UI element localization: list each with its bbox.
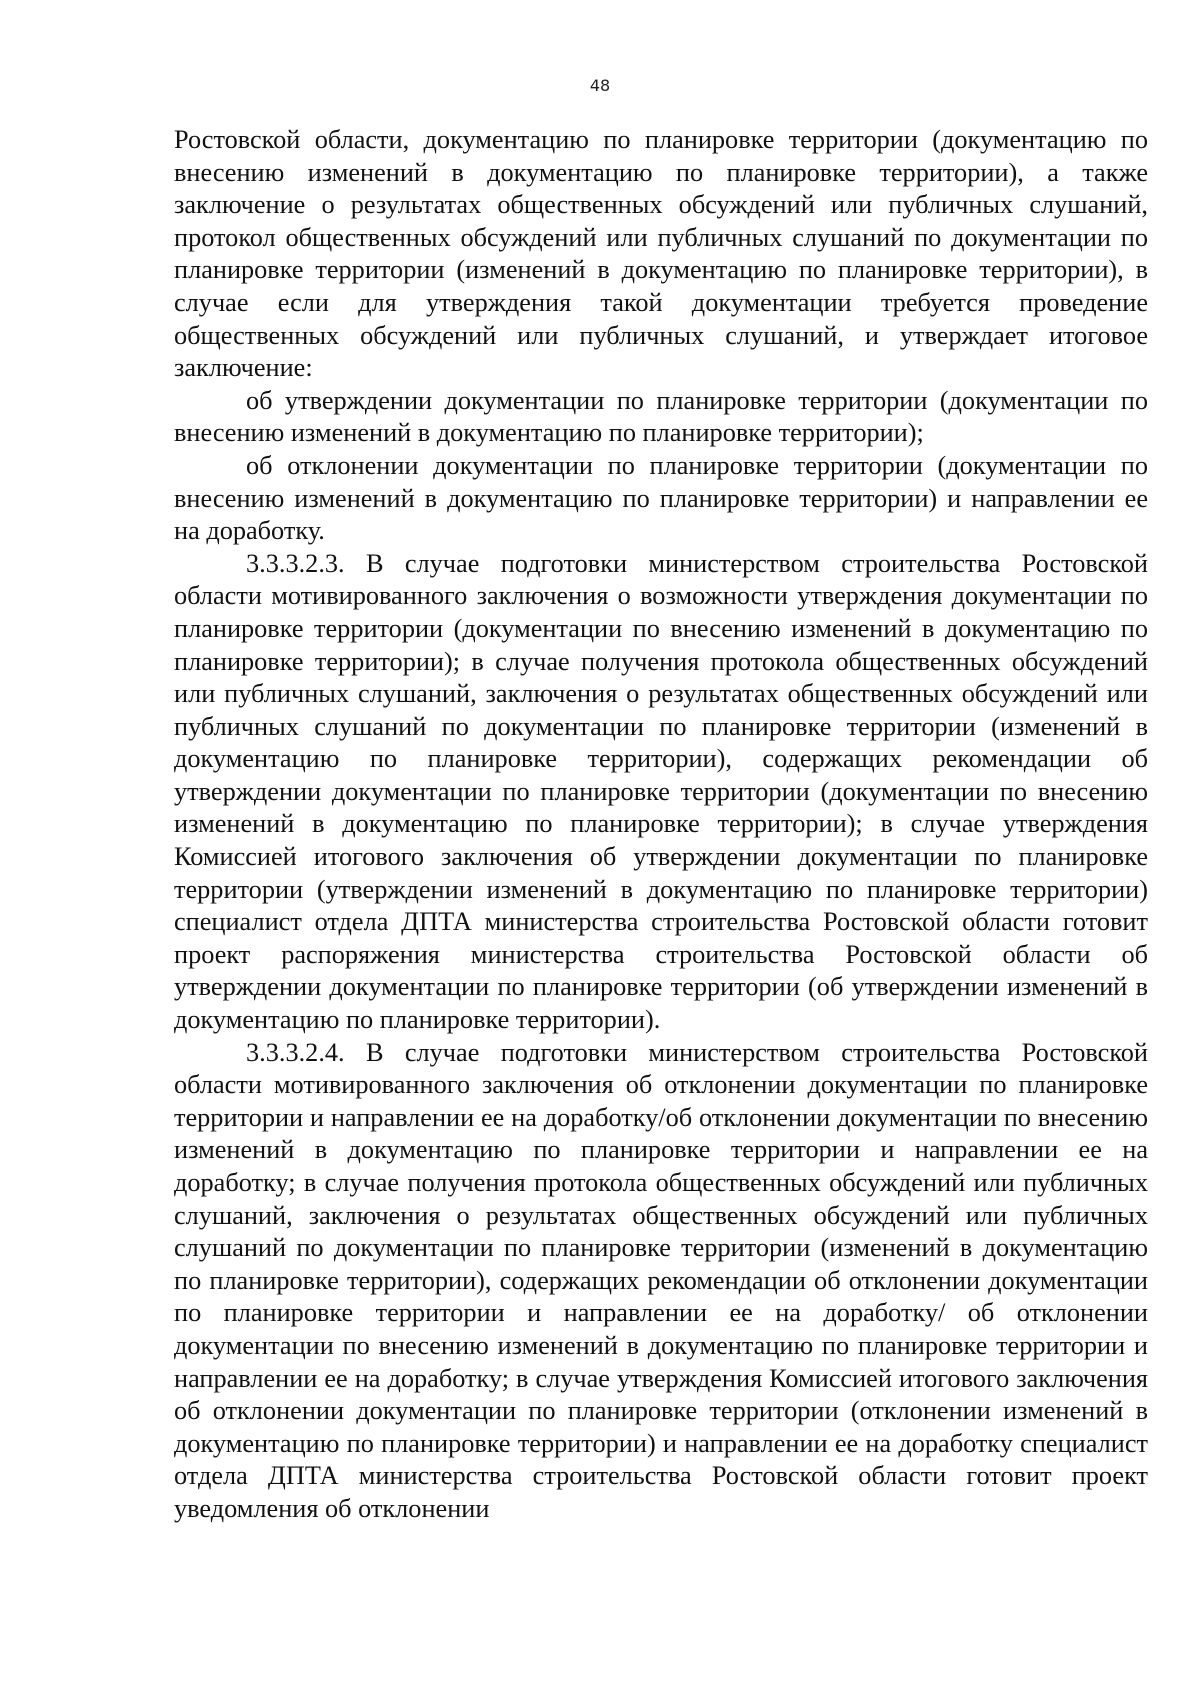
paragraph-section-3-3-3-2-4: 3.3.3.2.4. В случае подготовки министерством строительства Ростовской области мотивированного заключения об отклонении документации по планировке территории и направлении ее на доработку/об отклонении документации по внесению изменений в документацию по планировке территории и направлении ее на доработку; в случае получения протокола общественных обсуждений или публичных слушаний, заключения о результатах общественных обсуждений или публичных слушаний по документации по планировке территории (изменений в документацию по планировке территории), содержащих рекомендации об отклонении документации по планировке территории и направлении ее на доработку/ об отклонении документации по внесению изменений в документацию по планировке территории и направлении ее на доработку; в случае утверждения Комиссией итогового заключения об отклонении документации по планировке территории (отклонении изменений в документацию по планировке территории) и направлении ее на доработку специалист отдела ДПТА министерства строительства Ростовской области готовит проект уведомления об отклонении: [174, 1037, 1148, 1523]
document-body: [174, 124, 1148, 1526]
paragraph-approval-option: об утверждении документации по планировке территории (документации по внесению изменений в документацию по планировке территории);: [174, 385, 1148, 448]
page-number: 48: [589, 76, 611, 95]
paragraph-continuation: Ростовской области, документацию по планировке территории (документацию по внесению изменений в документацию по планировке территории), а также заключение о результатах общественных обсуждений или публичных слушаний, протокол общественных обсуждений или публичных слушаний по документации по планировке территории (изменений в документацию по планировке территории), в случае если для утверждения такой документации требуется проведение общественных обсуждений или публичных слушаний, и утверждает итоговое заключение:: [174, 125, 1148, 383]
paragraph-section-3-3-3-2-3: 3.3.3.2.3. В случае подготовки министерством строительства Ростовской области мотивированного заключения о возможности утверждения документации по планировке территории (документации по внесению изменений в документацию по планировке территории); в случае получения протокола общественных обсуждений или публичных слушаний, заключения о результатах общественных обсуждений или публичных слушаний по документации по планировке территории (изменений в документацию по планировке территории), содержащих рекомендации об утверждении документации по планировке территории (документации по внесению изменений в документацию по планировке территории); в случае утверждения Комиссией итогового заключения об утверждении документации по планировке территории (утверждении изменений в документацию по планировке территории) специалист отдела ДПТА министерства строительства Ростовской области готовит проект распоряжения министерства строительства Ростовской области об утверждении документации по планировке территории (об утверждении изменений в документацию по планировке территории).: [174, 548, 1148, 1035]
paragraph-rejection-option: об отклонении документации по планировке территории (документации по внесению изменений в документацию по планировке территории) и направлении ее на доработку.: [174, 450, 1148, 546]
